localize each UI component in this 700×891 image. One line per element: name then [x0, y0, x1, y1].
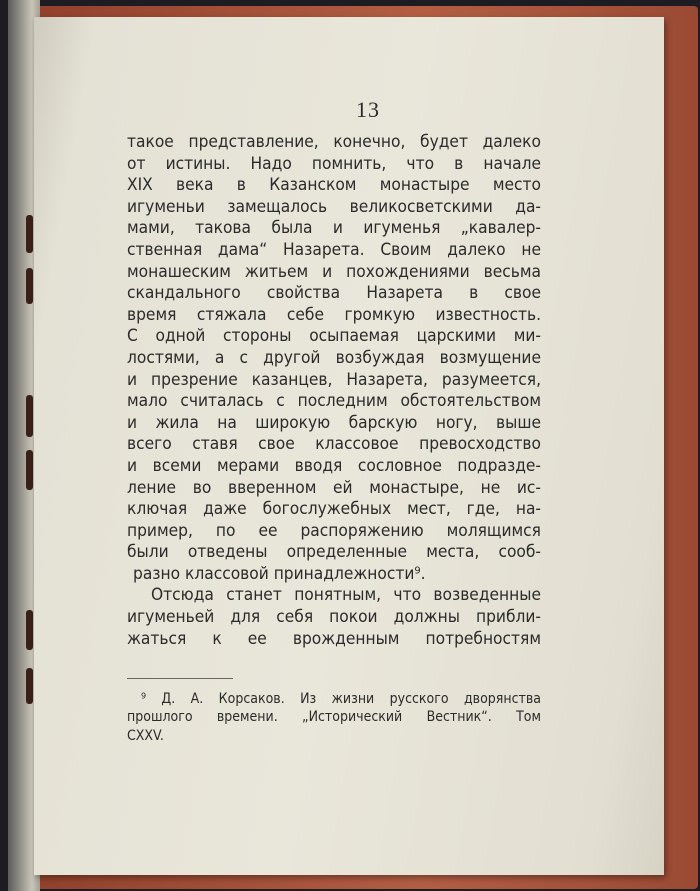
text-line: монашеским житьем и похождениями весьма: [127, 261, 541, 282]
text-line: ключая даже богослужебных мест, где, на-: [127, 499, 541, 520]
page-number: 13: [356, 97, 380, 122]
text-line: от истины. Надо помнить, что в начале: [127, 153, 541, 174]
text-line: и жила на широкую барскую ногу, выше: [127, 412, 541, 433]
text-line: и презрение казанцев, Назарета, разумеется,: [127, 369, 541, 390]
footnote-line: CXXV.: [127, 727, 164, 744]
text-line: Отсюда станет понятным, что возведенные: [151, 585, 541, 606]
binding-stitch: [26, 215, 33, 253]
binding-stitch: [26, 268, 33, 304]
binding-stitch: [26, 450, 33, 490]
text-line: XIX века в Казанском монастыре место: [127, 175, 541, 196]
text-line: такое представление, конечно, будет далеко: [127, 132, 541, 152]
binding-stitch: [26, 610, 33, 650]
text-line: жаться к ее врожденным потребностям: [127, 628, 541, 649]
background-edge: [0, 0, 8, 891]
footnote-line: ⁹ Д. А. Корсаков. Из жизни русского дворянства: [141, 691, 541, 707]
text-line: игуменьей для себя покои должны прибли-: [127, 607, 541, 628]
binding-stitch: [26, 395, 33, 437]
text-line: ление во вверенном ей монастыре, не ис-: [127, 477, 541, 498]
text-line: всего ставя свое классовое превосходство: [127, 434, 541, 455]
text-line: С одной стороны осыпаемая царскими ми-: [127, 326, 541, 347]
text-line: мами, такова была и игуменья „кавалер-: [127, 218, 541, 239]
text-line: ственная дама“ Назарета. Своим далеко не: [127, 239, 541, 260]
text-line: и всеми мерами вводя сословное подразде-: [127, 455, 541, 476]
footnote-line: прошлого времени. „Исторический Вестник“. Том: [127, 709, 541, 726]
text-line: пример, по ее распоряжению молящимся: [127, 520, 541, 541]
text-line: лостями, а с другой возбуждая возмущение: [127, 347, 541, 368]
main-text: [127, 132, 541, 650]
text-line: игуменьи замещалось великосветскими да-: [127, 196, 541, 217]
binding-stitch: [26, 668, 33, 704]
text-line: скандального свойства Назарета в свое: [127, 283, 541, 304]
text-line: мало считалась с последним обстоятельством: [127, 391, 541, 412]
text-line: время стяжала себе громкую известность.: [127, 304, 541, 325]
footnote: [127, 690, 541, 745]
footnote-rule: [127, 678, 233, 679]
text-line: были отведены определенные места, сооб-: [127, 542, 541, 563]
text-line: разно классовой принадлежности⁹.: [133, 563, 426, 584]
